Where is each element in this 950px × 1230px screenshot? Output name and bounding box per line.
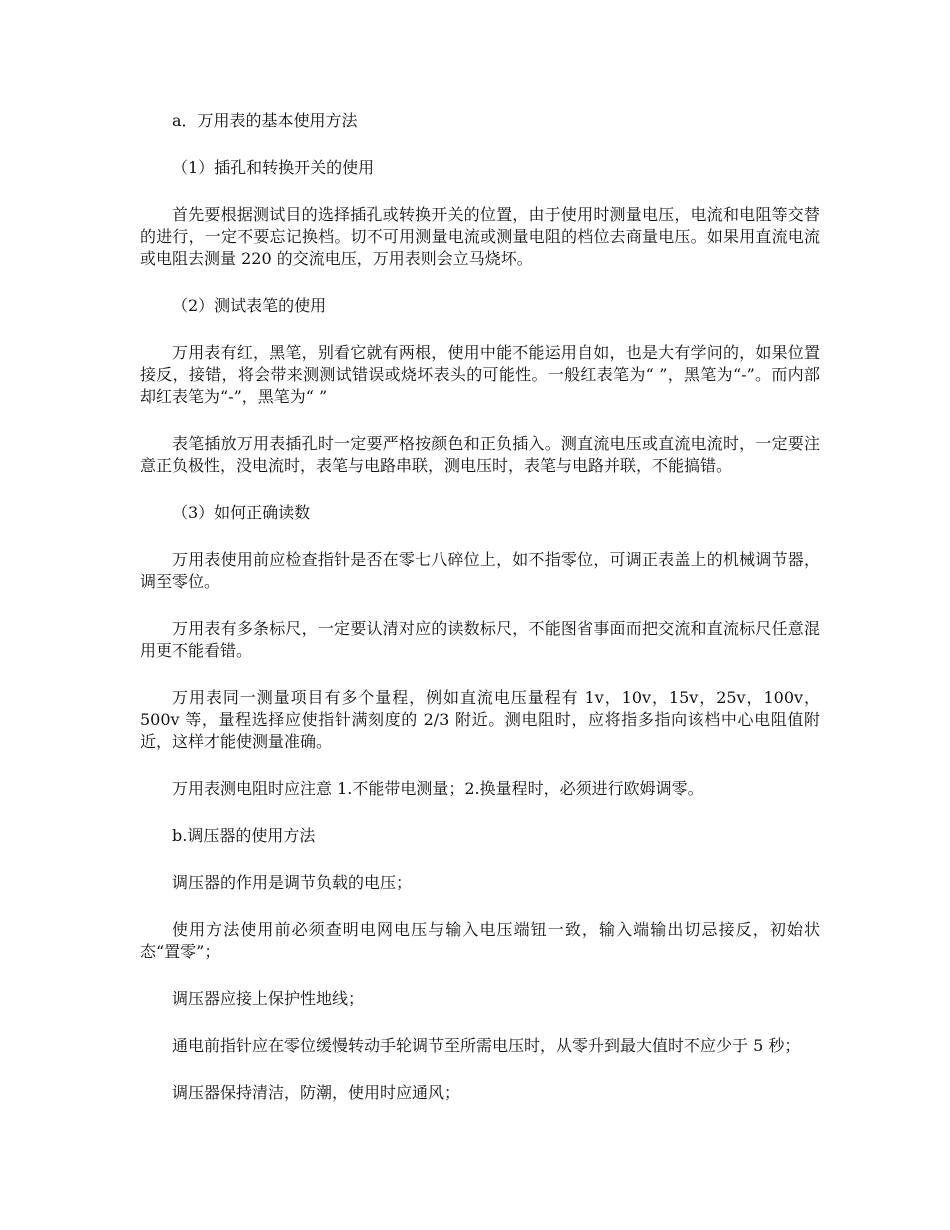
- section-heading-b: b.调压器的使用方法: [172, 826, 316, 845]
- subheading-1: （1）插孔和转换开关的使用: [172, 158, 375, 177]
- paragraph: 首先要根据测试目的选择插孔或转换开关的位置，由于使用时测量电压，电流和电阻等交替的进行，一定不要忘记换档。切不可用测量电流或测量电阻的档位去商量电压。如果用直流电流或电阻去测量 220 的交流电压，万用表则会立马烧坏。: [140, 205, 820, 268]
- paragraph: 调压器的作用是调节负载的电压；: [172, 873, 413, 892]
- paragraph: 万用表使用前应检查指针是否在零七八碎位上，如不指零位，可调正表盖上的机械调节器，调至零位。: [140, 550, 820, 591]
- section-heading-a: a．万用表的基本使用方法: [172, 111, 358, 130]
- paragraph: 调压器应接上保护性地线；: [172, 989, 365, 1008]
- paragraph: 通电前指针应在零位缓慢转动手轮调节至所需电压时，从零升到最大值时不应少于 5 秒；: [172, 1036, 801, 1055]
- paragraph: 调压器保持清洁，防潮，使用时应通风；: [172, 1083, 461, 1102]
- paragraph: 万用表测电阻时应注意 1.不能带电测量；2.换量程时，必须进行欧姆调零。: [172, 779, 704, 798]
- subheading-3: （3）如何正确读数: [172, 503, 311, 522]
- subheading-2: （2）测试表笔的使用: [172, 296, 327, 315]
- paragraph: 表笔插放万用表插孔时一定要严格按颜色和正负插入。测直流电压或直流电流时，一定要注意正负极性，没电流时，表笔与电路串联，测电压时，表笔与电路并联，不能搞错。: [140, 434, 820, 475]
- paragraph: 使用方法使用前必须查明电网电压与输入电压端钮一致，输入端输出切忌接反，初始状态“置零”；: [140, 920, 820, 961]
- document-body: [140, 110, 820, 1129]
- paragraph: 万用表有红，黑笔，别看它就有两根，使用中能不能运用自如，也是大有学问的，如果位置接反，接错，将会带来测测试错误或烧坏表头的可能性。一般红表笔为“ ”，黑笔为“-”。而内部却红表笔为“-”，黑笔为“ ”: [140, 343, 820, 406]
- paragraph: 万用表同一测量项目有多个量程，例如直流电压量程有 1v，10v，15v，25v，100v，500v 等，量程选择应使指针满刻度的 2/3 附近。测电阻时，应将指多指向该档中心电阻值附近，这样才能使测量准确。: [140, 688, 820, 751]
- paragraph: 万用表有多条标尺，一定要认清对应的读数标尺，不能图省事面而把交流和直流标尺任意混用更不能看错。: [140, 619, 820, 660]
